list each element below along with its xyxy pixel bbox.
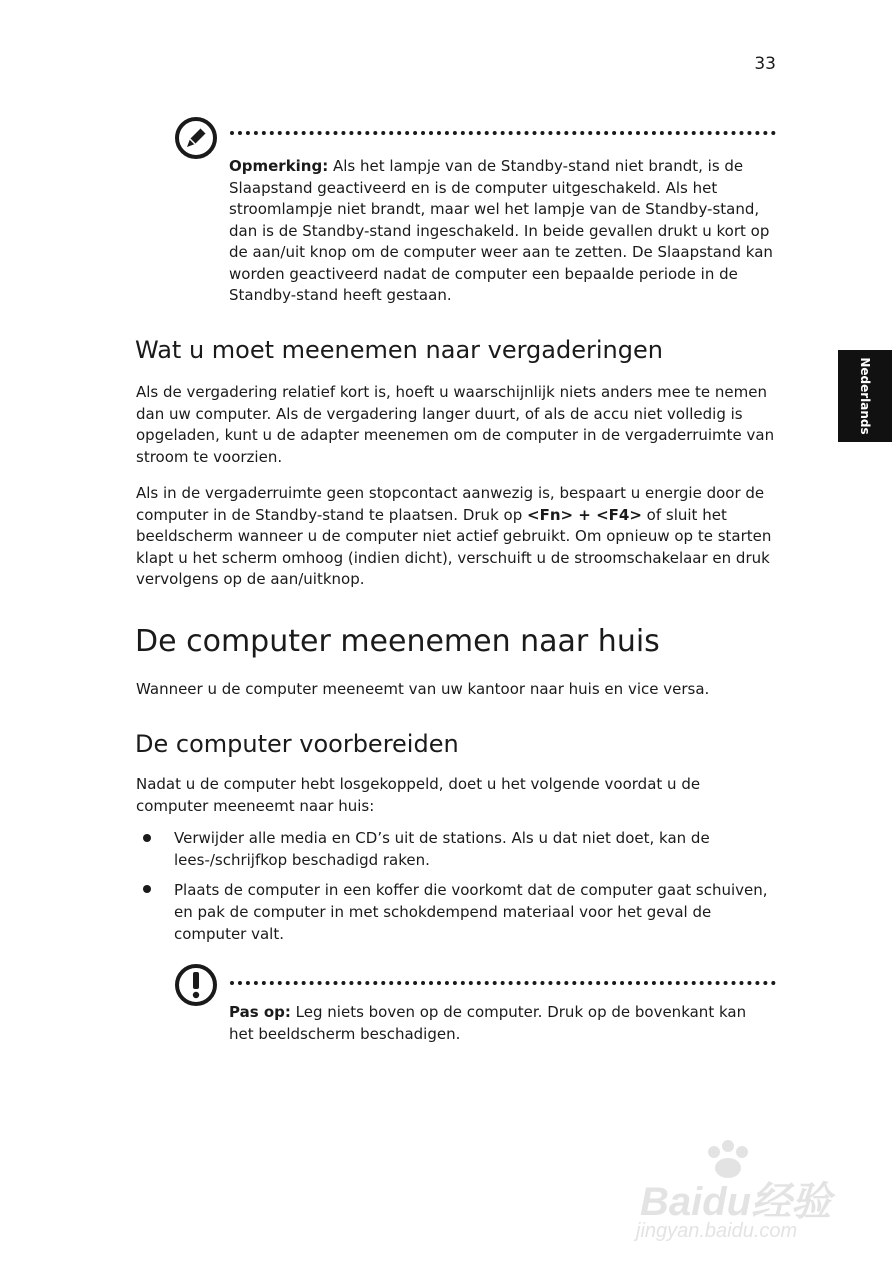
meetings-paragraph-2	[136, 483, 776, 591]
watermark-url: jingyan.baidu.com	[636, 1220, 798, 1242]
heading-prepare: De computer voorbereiden	[135, 730, 459, 758]
note-label: Opmerking:	[229, 157, 329, 175]
language-side-tab	[838, 350, 892, 442]
bullet-item-pack-computer: Plaats de computer in een koffer die voorkomt dat de computer gaat schuiven, en pak de computer in met schokdempend materiaal voor het geval de computer valt.	[174, 881, 768, 943]
note-divider	[230, 131, 776, 135]
language-tab-label: Nederlands	[858, 357, 872, 435]
bullet-item-remove-media: Verwijder alle media en CD’s uit de stations. Als u dat niet doet, kan de lees-/schrijfkop beschadigd raken.	[174, 829, 710, 869]
caution-label: Pas op:	[229, 1003, 291, 1021]
note-pen-icon	[173, 115, 219, 161]
prepare-intro: Nadat u de computer hebt losgekoppeld, doet u het volgende voordat u de computer meeneemt naar huis:	[136, 775, 701, 815]
bullet-dot	[143, 834, 151, 842]
bullet-dot	[143, 885, 151, 893]
key-plus: +	[573, 505, 597, 524]
baidu-watermark	[630, 1140, 850, 1250]
watermark-logo: Baidu经验	[640, 1180, 832, 1224]
heading-meetings: Wat u moet meenemen naar vergaderingen	[135, 336, 663, 364]
meetings-paragraph-1: Als de vergadering relatief kort is, hoeft u waarschijnlijk niets anders mee te nemen dan uw computer. Als de vergadering langer duurt, of als de accu niet volledig is opgeladen, kunt u de adapter meenemen om de computer in de vergaderruimte van stroom te voorzien.	[136, 383, 775, 466]
key-fn: <Fn>	[527, 505, 574, 524]
caution-body: Leg niets boven op de computer. Druk op de bovenkant kan het beeldscherm beschadigen.	[229, 1003, 747, 1043]
caution-divider	[230, 981, 776, 985]
meetings-para2-start: Als in de vergaderruimte geen stopcontact aanwezig is, bespaart u energie door de computer in de Standby-stand te plaatsen. Druk op	[136, 484, 765, 524]
caution-exclamation-icon	[173, 962, 219, 1008]
heading-take-home: De computer meenemen naar huis	[135, 624, 660, 659]
key-f4: <F4>	[596, 505, 642, 524]
caution-pas-op	[229, 1002, 774, 1045]
note-body: Als het lampje van de Standby-stand niet brandt, is de Slaapstand geactiveerd en is de computer uitgeschakeld. Als het stroomlampje niet brandt, maar wel het lampje van de Standby-stand, dan is de Standby-stand ingeschakeld. In beide gevallen drukt u kort op de aan/uit knop om de computer weer aan te zetten. De Slaapstand kan worden geactiveerd nadat de computer een bepaalde periode in de Standby-stand heeft gestaan.	[229, 157, 773, 304]
note-opmerking	[229, 156, 774, 307]
meetings-para2-end: of sluit het beeldscherm wanneer u de computer niet actief gebruikt. Om opnieuw op te starten klapt u het scherm omhoog (indien dicht), verschuift u de stroomschakelaar en druk vervolgens op de aan/uitknop.	[136, 505, 772, 588]
page-number: 33	[754, 54, 776, 74]
take-home-intro: Wanneer u de computer meeneemt van uw kantoor naar huis en vice versa.	[136, 680, 710, 698]
